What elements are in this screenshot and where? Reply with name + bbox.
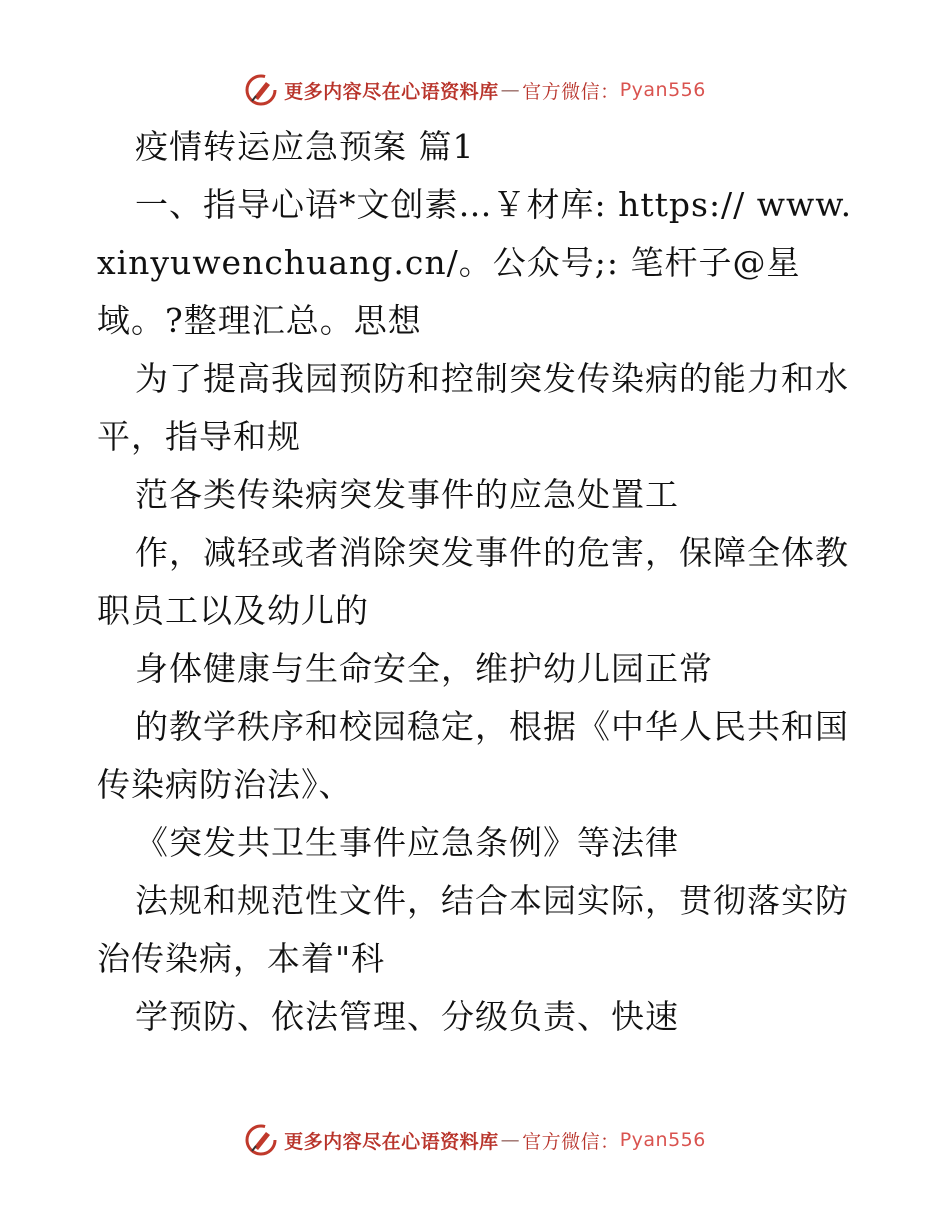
brand-logo-icon xyxy=(244,73,278,107)
wechat-id: Pyan556 xyxy=(619,79,706,101)
paragraph: 法规和规范性文件，结合本园实际，贯彻落实防治传染病，本着"科 xyxy=(97,881,849,978)
brand-logo-icon xyxy=(244,1123,278,1157)
watermark-text: 更多内容尽在心语资料库 xyxy=(284,80,499,103)
document-body xyxy=(97,118,857,1046)
footer-watermark xyxy=(0,1120,950,1160)
paragraph: 为了提高我园预防和控制突发传染病的能力和水平，指导和规 xyxy=(97,359,849,456)
paragraph: 《突发共卫生事件应急条例》等法律 xyxy=(135,823,679,862)
watermark-separator: — xyxy=(500,79,521,101)
watermark-separator: — xyxy=(500,1129,521,1151)
paragraph: 范各类传染病突发事件的应急处置工 xyxy=(135,475,679,514)
wechat-id: Pyan556 xyxy=(619,1129,706,1151)
wechat-label: 官方微信： xyxy=(522,1130,620,1153)
paragraph: 身体健康与生命安全，维护幼儿园正常 xyxy=(135,649,713,688)
paragraph: 一、指导心语*文创素…￥材库: https:// www.xinyuwenchuang.cn/。公众号;: 笔杆子@星域。?整理汇总。思想 xyxy=(97,185,853,340)
watermark-text: 更多内容尽在心语资料库 xyxy=(284,1130,499,1153)
paragraph: 作，减轻或者消除突发事件的危害，保障全体教职员工以及幼儿的 xyxy=(97,533,849,630)
paragraph: 的教学秩序和校园稳定，根据《中华人民共和国传染病防治法》、 xyxy=(97,707,849,804)
wechat-label: 官方微信： xyxy=(522,80,620,103)
doc-title: 疫情转运应急预案 篇1 xyxy=(135,127,475,166)
paragraph: 学预防、依法管理、分级负责、快速 xyxy=(135,997,679,1036)
header-watermark xyxy=(0,70,950,110)
